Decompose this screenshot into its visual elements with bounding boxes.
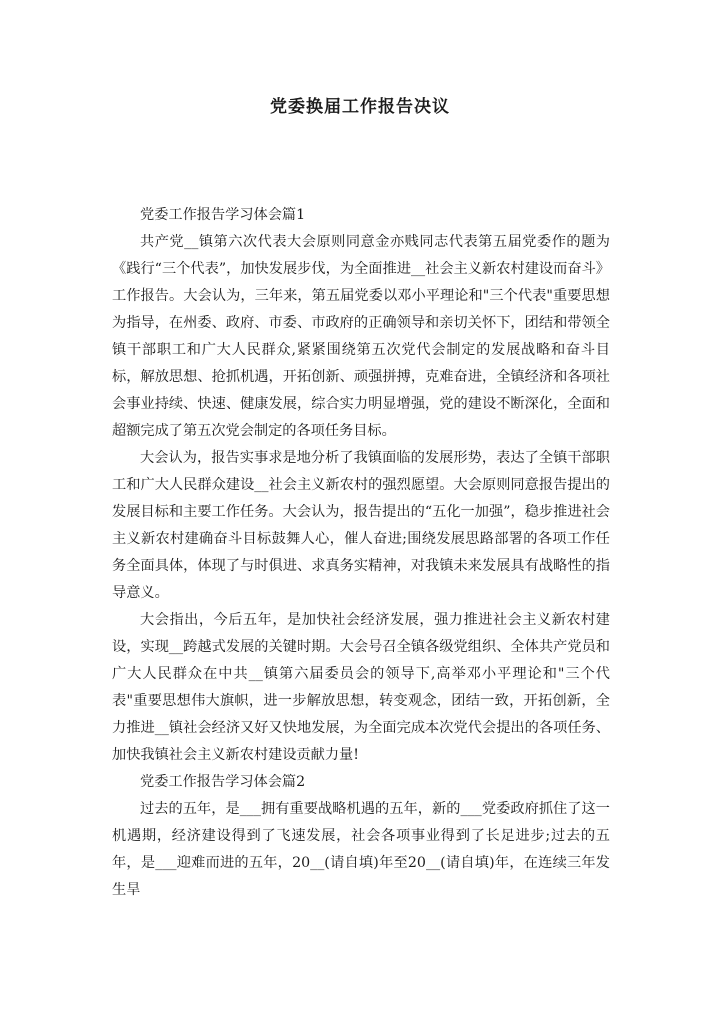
- section-heading: 党委工作报告学习体会篇2: [140, 774, 306, 790]
- paragraph: 过去的五年，是___拥有重要战略机遇的五年，新的___党委政府抓住了这一机遇期，经济建设得到了飞速发展，社会各项事业得到了长足进步;过去的五年，是___迎难而进的五年，20__(请自填)年至20__(请自填)年，在连续三年发生旱: [112, 801, 610, 898]
- paragraph: 大会认为，报告实事求是地分析了我镇面临的发展形势，表达了全镇干部职工和广大人民群众建设__社会主义新农村的强烈愿望。大会原则同意报告提出的发展目标和主要工作任务。大会认为，报告提出的“五化一加强”，稳步推进社会主义新农村建确奋斗目标鼓舞人心，催人奋进;围绕发展思路部署的各项工作任务全面具体，体现了与时俱进、求真务实精神，对我镇未来发展具有战略性的指导意义。: [112, 450, 610, 601]
- document-title: 党委换届工作报告决议: [270, 97, 450, 117]
- document-body: [112, 202, 610, 904]
- paragraph: 共产党__镇第六次代表大会原则同意金亦贱同志代表第五届党委作的题为《践行“三个代表”，加快发展步伐，为全面推进__社会主义新农村建设而奋斗》工作报告。大会认为，三年来，第五届党委以邓小平理论和"三个代表"重要思想为指导，在州委、政府、市委、市政府的正确领导和亲切关怀下，团结和带领全镇干部职工和广大人民群众,紧紧围绕第五次党代会制定的发展战略和奋斗目标，解放思想、抢抓机遇，开拓创新、顽强拼搏，克难奋进，全镇经济和各项社会事业持续、快速、健康发展，综合实力明显增强，党的建设不断深化，全面和超额完成了第五次党会制定的各项任务目标。: [112, 234, 610, 439]
- paragraph: 大会指出，今后五年，是加快社会经济发展，强力推进社会主义新农村建设，实现__跨越式发展的关键时期。大会号召全镇各级党组织、全体共产党员和广大人民群众在中共__镇第六届委员会的领导下,高举邓小平理论和"三个代表"重要思想伟大旗帜，进一步解放思想，转变观念，团结一致，开拓创新，全力推进__镇社会经济又好又快地发展，为全面完成本次党代会提出的各项任务、加快我镇社会主义新农村建设贡献力量!: [112, 612, 610, 763]
- section-heading: 党委工作报告学习体会篇1: [140, 207, 306, 223]
